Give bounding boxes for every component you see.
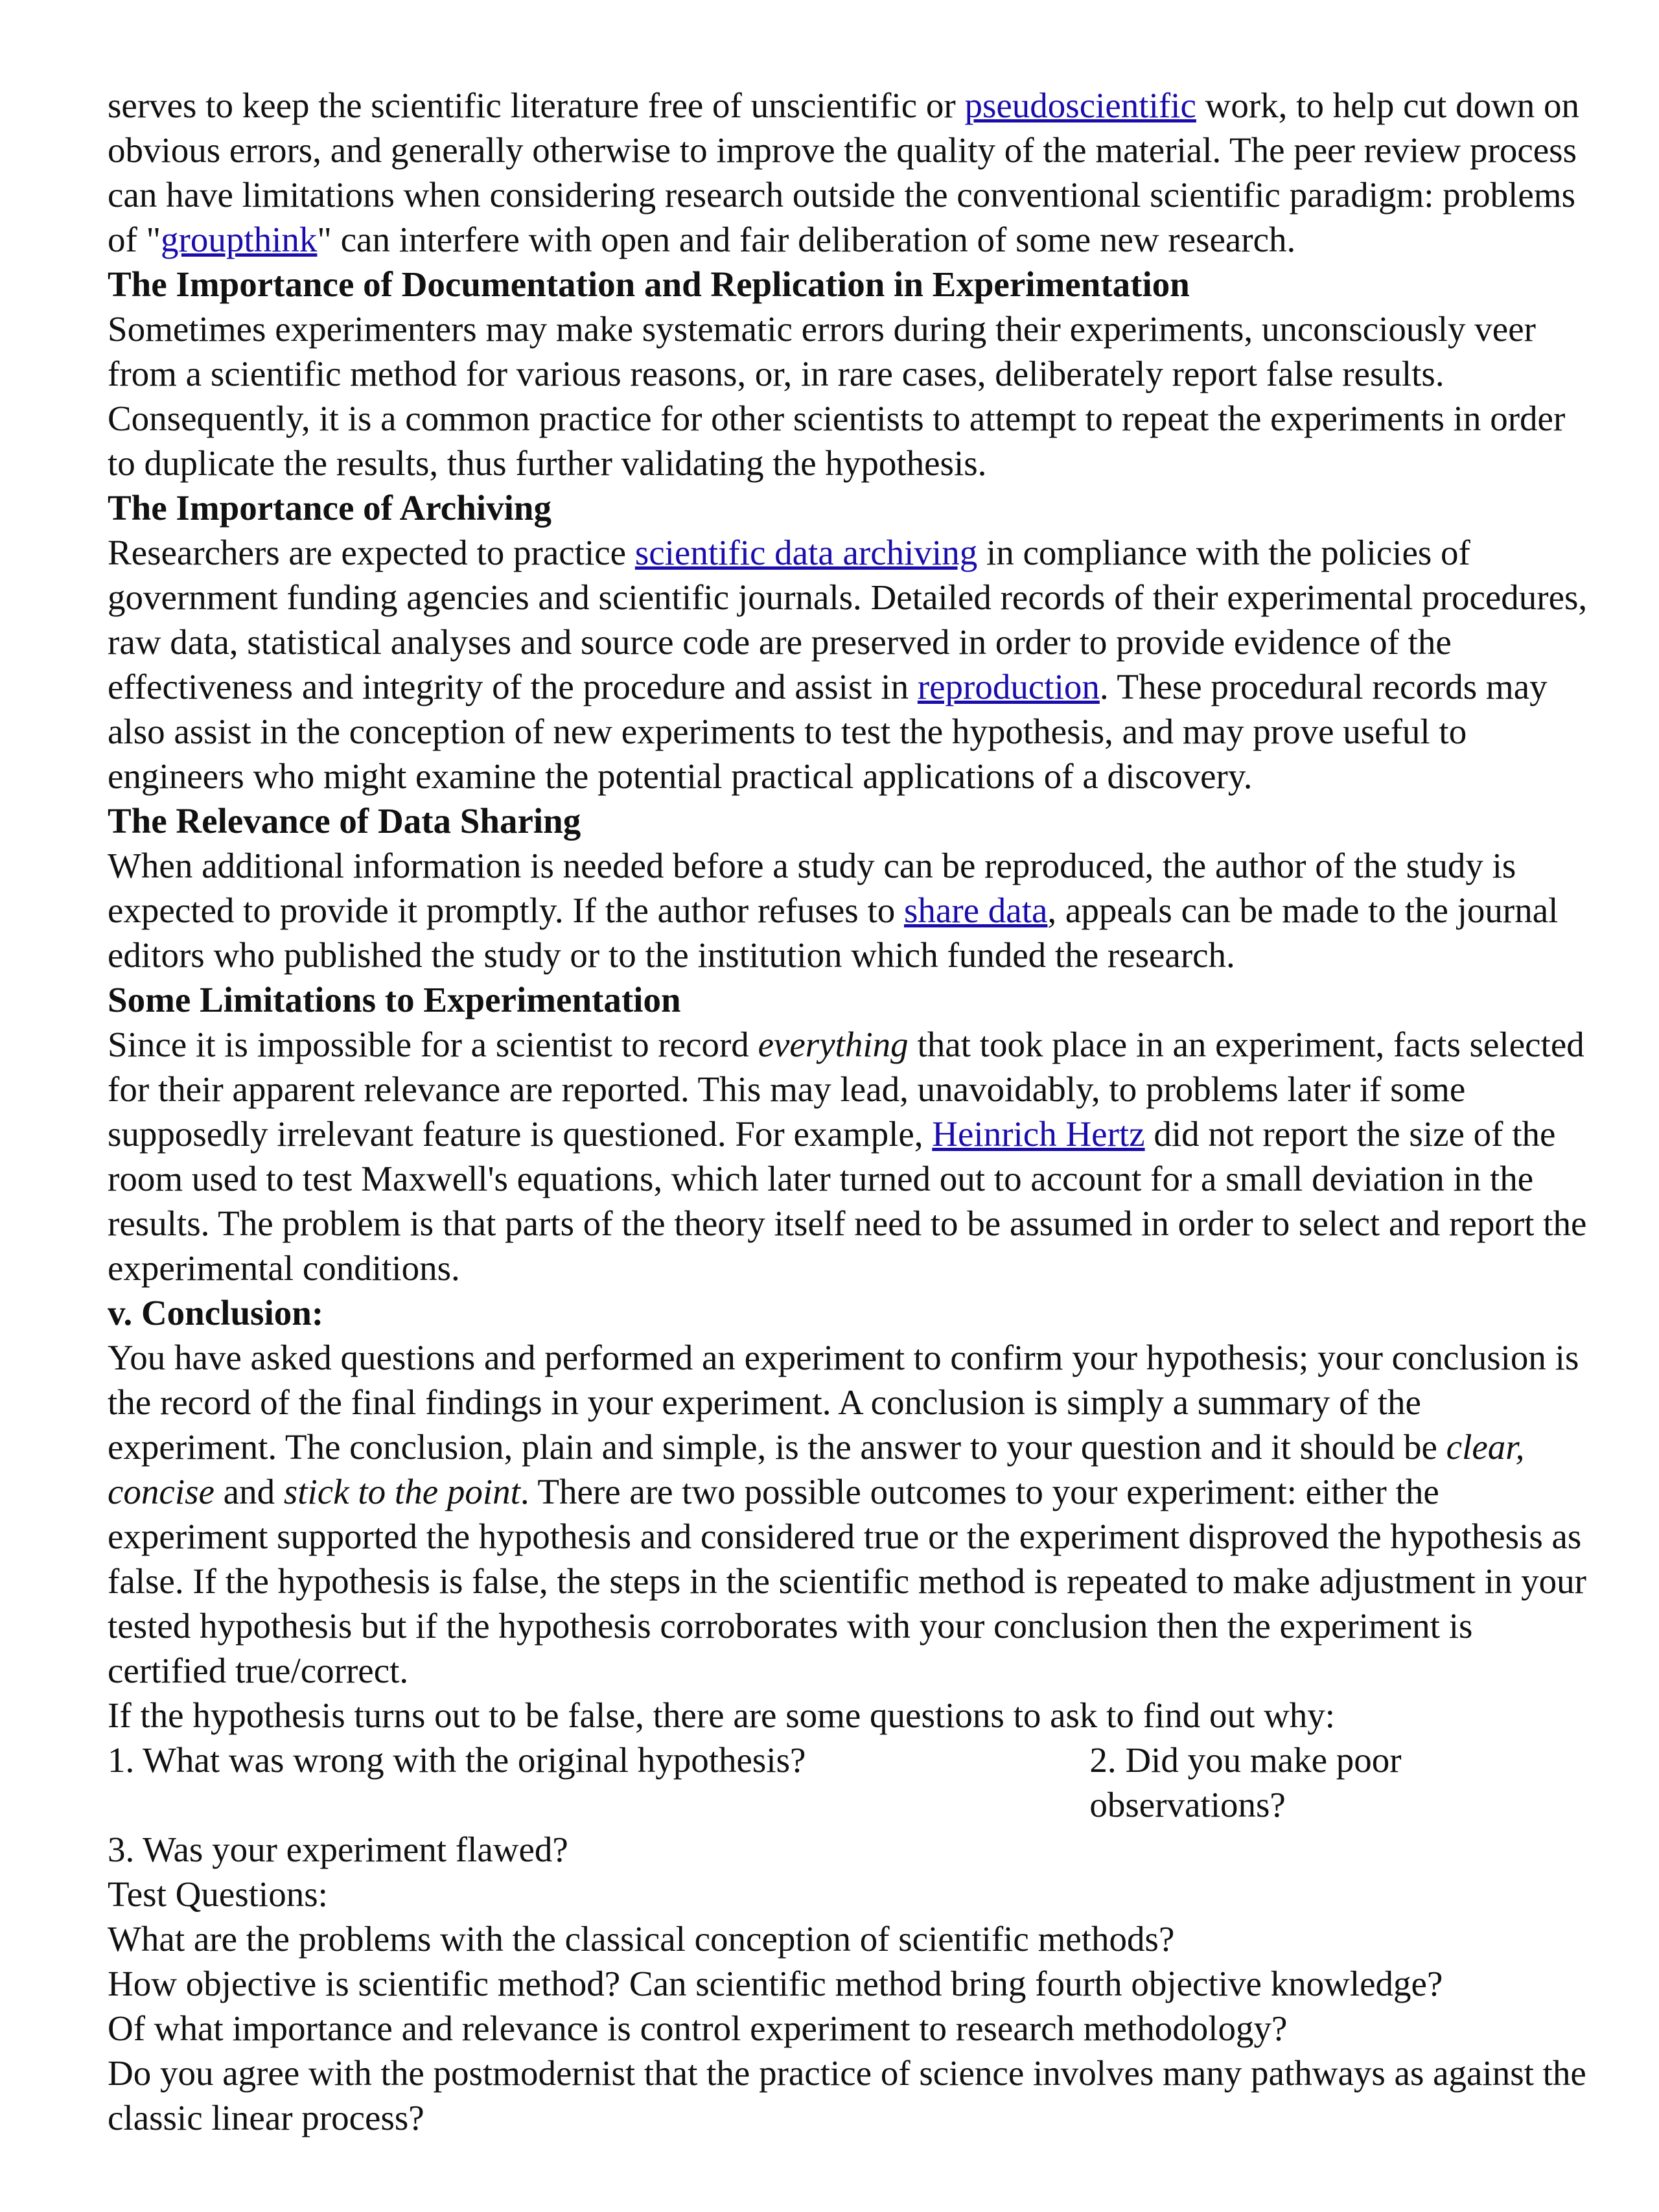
intro-text-1: serves to keep the scientific literature free of unscientific or: [108, 86, 965, 125]
conclusion-text-2: and: [214, 1472, 284, 1511]
link-pseudoscientific[interactable]: pseudoscientific: [964, 86, 1196, 125]
intro-text-2: work, to help cut down on obvious errors, and generally otherwise to improve the quality of the material. The peer review process can have limitations when considering research outside the conventional scientific paradigm: problems of ": [108, 86, 1580, 259]
question-2: 2. Did you make poor observations?: [1089, 1740, 1402, 1824]
archiving-text-1: Researchers are expected to practice: [108, 533, 635, 572]
limitations-emphasis-everything: everything: [758, 1025, 909, 1064]
sharing-heading: The Relevance of Data Sharing: [108, 801, 581, 841]
link-groupthink[interactable]: groupthink: [161, 220, 318, 259]
test-question: How objective is scientific method? Can scientific method bring fourth objective knowledge?: [108, 1964, 1443, 2003]
intro-text-3: " can interfere with open and fair deliberation of some new research.: [317, 220, 1296, 259]
document-page: [108, 83, 1598, 2140]
conclusion-heading: v. Conclusion:: [108, 1293, 324, 1333]
link-heinrich-hertz[interactable]: Heinrich Hertz: [932, 1114, 1145, 1154]
archiving-text-3: . These procedural records may also assist in the conception of new experiments to test the hypothesis, and may prove useful to engineers who might examine the potential practical applications of a discovery.: [108, 667, 1548, 796]
question-3: 3. Was your experiment flawed?: [108, 1830, 568, 1869]
sharing-text-2: , appeals can be made to the journal editors who published the study or to the institution which funded the research.: [108, 891, 1559, 975]
test-question: Do you agree with the postmodernist that the practice of science involves many pathways as against the classic linear process?: [108, 2053, 1586, 2137]
question-row: [108, 1738, 1598, 1827]
limitations-text-1: Since it is impossible for a scientist to record: [108, 1025, 758, 1064]
sharing-paragraph: [108, 843, 1598, 977]
archiving-heading: The Importance of Archiving: [108, 488, 551, 528]
conclusion-paragraph: [108, 1335, 1598, 1693]
test-questions-label: Test Questions:: [108, 1874, 328, 1914]
test-question: Of what importance and relevance is control experiment to research methodology?: [108, 2008, 1288, 2048]
question-1: 1. What was wrong with the original hypothesis?: [108, 1740, 806, 1780]
documentation-paragraph: Sometimes experimenters may make systematic errors during their experiments, unconsciously veer from a scientific method for various reasons, or, in rare cases, deliberately report false results. Consequently, it is a common practice for other scientists to attempt to repeat the experiments in order to duplicate the results, thus further validating the hypothesis.: [108, 309, 1566, 483]
archiving-paragraph: [108, 530, 1598, 798]
limitations-paragraph: [108, 1022, 1598, 1290]
conclusion-text-1: You have asked questions and performed an experiment to confirm your hypothesis; your conclusion is the record of the final findings in your experiment. A conclusion is simply a summary of the experiment. The conclusion, plain and simple, is the answer to your question and it should be: [108, 1338, 1579, 1467]
limitations-text-2: that took place in an experiment, facts selected for their apparent relevance are reported. This may lead, unavoidably, to problems later if some supposedly irrelevant feature is questioned. For example,: [108, 1025, 1584, 1154]
sharing-text-1: When additional information is needed before a study can be reproduced, the author of the study is expected to provide it promptly. If the author refuses to: [108, 846, 1516, 930]
conclusion-emphasis-1: clear, concise: [108, 1427, 1525, 1511]
limitations-heading: Some Limitations to Experimentation: [108, 980, 681, 1019]
conclusion-false-intro: If the hypothesis turns out to be false, there are some questions to ask to find out why:: [108, 1695, 1336, 1735]
test-question: What are the problems with the classical conception of scientific methods?: [108, 1919, 1175, 1959]
conclusion-text-3: . There are two possible outcomes to your experiment: either the experiment supported the hypothesis and considered true or the experiment disproved the hypothesis as false. If the hypothesis is false, the steps in the scientific method is repeated to make adjustment in your tested hypothesis but if the hypothesis corroborates with your conclusion then the experiment is certified true/correct.: [108, 1472, 1586, 1690]
link-reproduction[interactable]: reproduction: [917, 667, 1100, 706]
limitations-text-3: did not report the size of the room used to test Maxwell's equations, which later turned out to account for a small deviation in the results. The problem is that parts of the theory itself need to be assumed in order to select and report the experimental conditions.: [108, 1114, 1587, 1288]
conclusion-emphasis-2: stick to the point: [283, 1472, 520, 1511]
archiving-text-2: in compliance with the policies of government funding agencies and scientific journals. Detailed records of their experimental procedures, raw data, statistical analyses and source code are preserved in order to provide evidence of the effectiveness and integrity of the procedure and assist in: [108, 533, 1588, 706]
link-share-data[interactable]: share data: [904, 891, 1048, 930]
link-scientific-data-archiving[interactable]: scientific data archiving: [634, 533, 978, 572]
documentation-heading: The Importance of Documentation and Replication in Experimentation: [108, 264, 1190, 304]
intro-paragraph: [108, 83, 1598, 262]
